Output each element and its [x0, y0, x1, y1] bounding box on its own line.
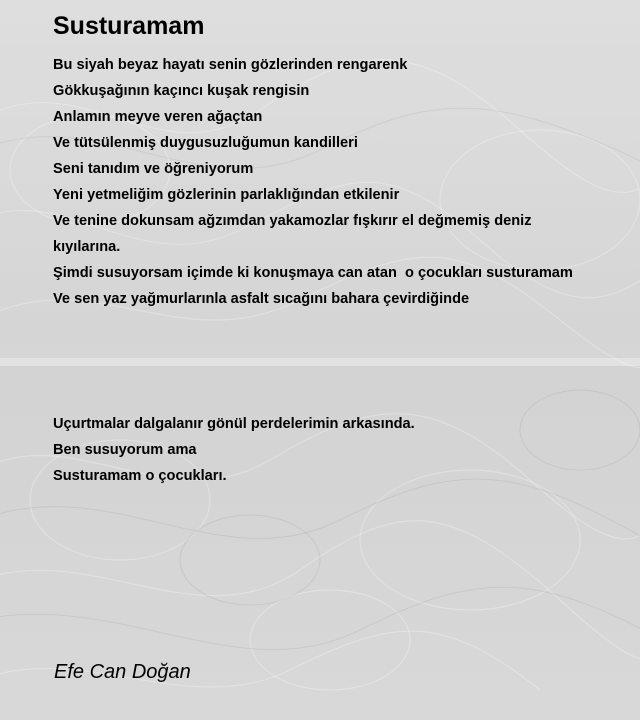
poem-line: Gökkuşağının kaçıncı kuşak rengisin — [53, 83, 310, 99]
poem-line: Seni tanıdım ve öğreniyorum — [53, 161, 254, 177]
poem-line: Bu siyah beyaz hayatı senin gözlerinden rengarenk — [53, 57, 408, 73]
poem-stanza-2 — [53, 411, 638, 489]
poem-author: Efe Can Doğan — [54, 661, 191, 683]
poem-stanza-1 — [53, 52, 638, 312]
poem-line: Yeni yetmeliğim gözlerinin parlaklığından etkilenir — [53, 187, 400, 203]
poem-line: Susturamam o çocukları. — [53, 468, 227, 484]
poem-line: Ve tütsülenmiş duygusuzluğumun kandilleri — [53, 135, 358, 151]
poem-line: Ve tenine dokunsam ağzımdan yakamozlar fışkırır el değmemiş deniz — [53, 213, 532, 229]
poem-line: kıyılarına. — [53, 239, 121, 255]
poem-line: Şimdi susuyorsam içimde ki konuşmaya can atan o çocukları susturamam — [53, 265, 573, 281]
poem-line: Uçurtmalar dalgalanır gönül perdelerimin arkasında. — [53, 416, 415, 432]
poem-line: Ben susuyorum ama — [53, 442, 197, 458]
poem-line: Ve sen yaz yağmurlarınla asfalt sıcağını bahara çevirdiğinde — [53, 291, 470, 307]
poem-line: Anlamın meyve veren ağaçtan — [53, 109, 263, 125]
poem-title: Susturamam — [53, 12, 205, 40]
